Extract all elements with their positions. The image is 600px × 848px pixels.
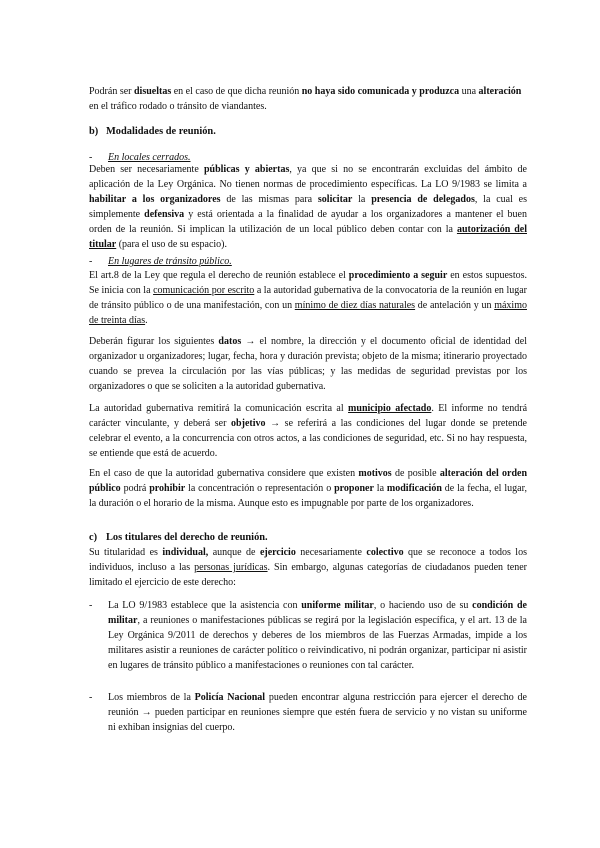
paragraph-required-data: Deberán figurar los siguientes datos → el nombre, la dirección y el documento oficial de identidad del organizador u organizadores; lugar, fecha, hora y duración prevista; objeto de la misma; itinerario proyectado cuando se prevea la circulación por las vías públicas; y las medidas de seguridad previstas por los organizadores o que se soliciten a la autoridad gubernativa. xyxy=(89,336,527,392)
bullet-military: La LO 9/1983 establece que la asistencia con uniforme militar, o haciendo uso de su condición de militar, a reuniones o manifestaciones públicas se regirá por la legislación específica, y el art. 13 de la Ley Orgánica 9/2011 de derechos y deberes de los miembros de las Fuerzas Armadas, impide a los militares asistir a reuniones de carácter político o reivindicativo, ni podrán organizar, participar ni asistir en lugares de tránsito público a manifestaciones o reuniones con tal carácter. xyxy=(108,600,527,671)
sub-heading-closed-spaces: En locales cerrados. xyxy=(108,152,191,163)
section-heading-b: b) Modalidades de reunión. xyxy=(89,126,216,137)
paragraph-holders: Su titularidad es individual, aunque de ejercicio necesariamente colectivo que se reconoce a todos los individuos, incluso a las personas jurídicas. Sin embargo, algunas categorías de ciudadanos pueden tener limitado el ejercicio de este derecho: xyxy=(89,547,527,588)
sub-heading-public-places: En lugares de tránsito público. xyxy=(108,256,232,267)
paragraph-dissolution: Podrán ser disueltas en el caso de que dicha reunión no haya sido comunicada y produzca una alteración en el tráfico rodado o tránsito de viandantes. xyxy=(89,86,522,112)
bullet-dash: - xyxy=(89,600,93,611)
section-heading-c: c) Los titulares del derecho de reunión. xyxy=(89,532,268,543)
paragraph-municipality: La autoridad gubernativa remitirá la comunicación escrita al municipio afectado. El informe no tendrá carácter vinculante, y deberá ser objetivo → se referirá a las condiciones del lugar donde se pretende celebrar el evento, a la concurrencia con otros actos, a las condiciones de seguridad, etc. Si no hay respuesta, se entiende que está de acuerdo. xyxy=(89,403,528,459)
paragraph-public-order: En el caso de que la autoridad gubernativa considere que existen motivos de posible alteración del orden público podrá prohibir la concentración o representación o proponer la modificación de la fecha, el lugar, la duración o el horario de la misma. Aunque esto es impugnable por parte de los organizadores. xyxy=(89,468,528,509)
paragraph-procedure: El art.8 de la Ley que regula el derecho de reunión establece el procedimiento a seguir en estos supuestos. Se inicia con la comunicación por escrito a la autoridad gubernativa de la convocatoria de la reunión en lugar de tránsito público o de una manifestación, con un mínimo de diez días naturales de antelación y un máximo de treinta días. xyxy=(89,270,527,326)
sub-heading-dash: - xyxy=(89,256,93,267)
bullet-national-police: Los miembros de la Policía Nacional pueden encontrar alguna restricción para ejercer el derecho de reunión → pueden participar en reuniones siempre que estén fuera de servicio y no vistan su uniforme ni exhiban insignias del cuerpo. xyxy=(108,692,527,733)
sub-heading-dash: - xyxy=(89,152,93,163)
paragraph-closed-spaces: Deben ser necesariamente públicas y abiertas, ya que si no se encontrarán excluidas del ámbito de aplicación de la Ley Orgánica. No tienen normas de procedimiento específicas. La LO 9/1983 se limita a habilitar a los organizadores de las mismas para solicitar la presencia de delegados, la cual es simplemente defensiva y está orientada a la finalidad de ayudar a los organizadores a mantener el buen orden de la reunión. Si implican la utilización de un local público deben contar con la autorización del titular (para el uso de su espacio). xyxy=(89,164,527,250)
bullet-dash: - xyxy=(89,692,93,703)
